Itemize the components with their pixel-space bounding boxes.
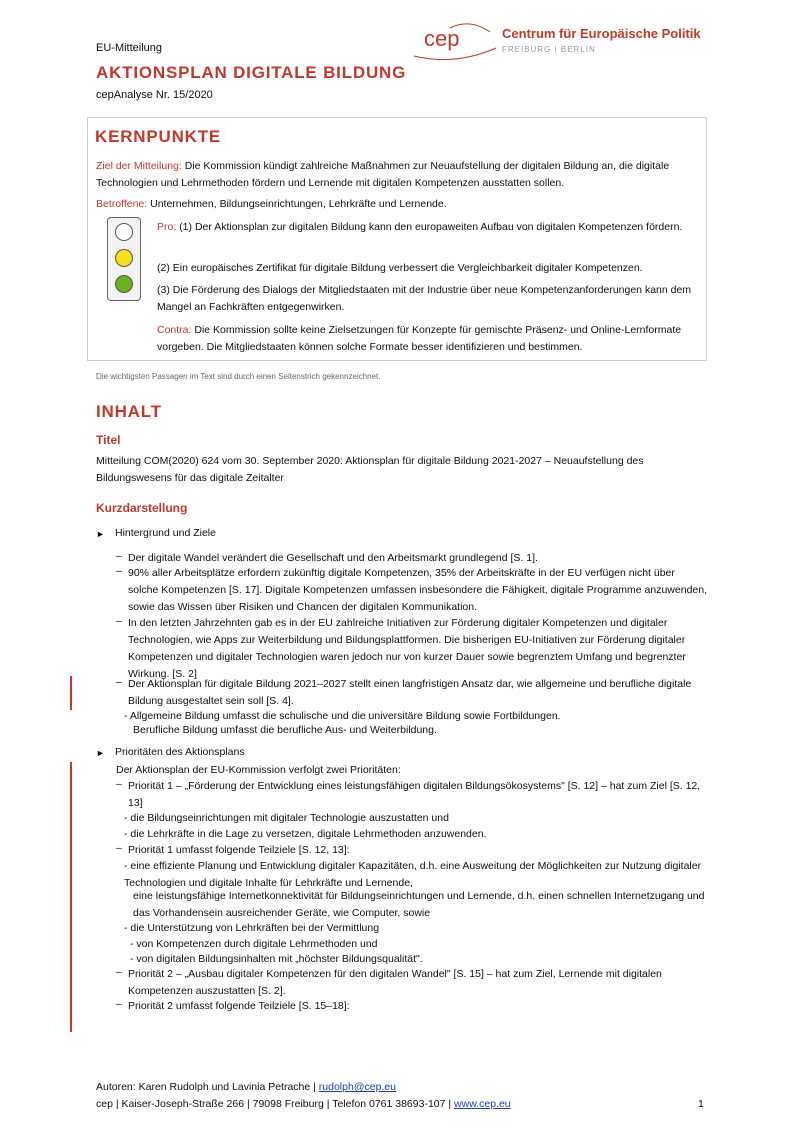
pro-1-text: (1) Der Aktionsplan zur digitalen Bildung kann den europaweiten Aufbau von digitalen Kompetenzen fördern. <box>179 221 683 233</box>
contra-text: Die Kommission sollte keine Zielsetzungen für Konzepte für gemischte Präsenz- und Online-Lernformate vorgeben. Die Mitgliedstaaten können solche Formate besser identifizieren und bestimmen. <box>157 324 682 353</box>
bullet-triangle-icon: ► <box>96 529 105 539</box>
list-item: Der Aktionsplan für digitale Bildung 2021–2027 stellt einen langfristigen Ansatz dar, wie allgemeine und berufliche digitale Bildung ausgestaltet sein soll [S. 4]. <box>128 678 692 707</box>
sub-item: Berufliche Bildung umfasst die berufliche Aus- und Weiterbildung. <box>133 724 437 736</box>
section-hintergrund-heading: Hintergrund und Ziele <box>115 527 216 539</box>
section-prioritaeten-heading: Prioritäten des Aktionsplans <box>115 746 245 758</box>
organization-name: Centrum für Europäische Politik <box>502 26 701 41</box>
sub-item: - die Bildungseinrichtungen mit digitaler Technologie auszustatten und <box>124 812 449 824</box>
kernpunkte-betroffene <box>96 196 696 213</box>
contra-label: Contra: <box>157 324 192 336</box>
prioritaeten-intro: Der Aktionsplan der EU-Kommission verfolgt zwei Prioritäten: <box>116 764 401 776</box>
traffic-light-icon <box>107 217 141 301</box>
footnote: Die wichtigsten Passagen im Text sind durch einen Seitenstrich gekennzeichnet. <box>96 372 381 381</box>
cep-logo-mark <box>410 18 500 63</box>
cep-logo-text: cep <box>424 26 460 51</box>
organization-locations: FREIBURG | BERLIN <box>502 45 596 54</box>
pro-point-2: (2) Ein europäisches Zertifikat für digitale Bildung verbessert die Vergleichbarkeit digitaler Kompetenzen. <box>157 262 643 274</box>
document-title: AKTIONSPLAN DIGITALE BILDUNG <box>96 63 407 82</box>
list-item: In den letzten Jahrzehnten gab es in der EU zahlreiche Initiativen zur Förderung digitaler Kompetenzen und digitaler Technologien, wie Apps zur Weiterbildung und Bildungsplattformen. Die bisherigen EU-Initiativen zur Förderung digitaler Kompetenzen und digitaler Technologien waren jedoch nur von kurzer Dauer sowie begrenztem Umfang und begrenzter Wirkung. [S. 2] <box>128 617 686 680</box>
contra-point <box>157 322 702 356</box>
sub-sub-item: - von Kompetenzen durch digitale Lehrmethoden und <box>130 938 378 950</box>
footer-contact <box>96 1098 511 1110</box>
list-item: Priorität 2 umfasst folgende Teilziele [S. 15–18]: <box>128 1000 350 1012</box>
bullet-triangle-icon: ► <box>96 748 105 758</box>
dash-icon: – <box>116 842 122 854</box>
important-passage-marker <box>70 762 72 1032</box>
sub-item: - Allgemeine Bildung umfasst die schulische und die universitäre Bildung sowie Fortbildungen. <box>124 710 561 722</box>
betroffene-text: Unternehmen, Bildungseinrichtungen, Lehrkräfte und Lernende. <box>150 198 447 210</box>
sub-item: - die Lehrkräfte in die Lage zu versetzen, digitale Lehrmethoden anzuwenden. <box>124 828 487 840</box>
list-item: Priorität 1 – „Förderung der Entwicklung eines leistungsfähigen digitalen Bildungsökosystems" [S. 12] – hat zum Ziel [S. 12, 13] <box>128 780 701 809</box>
dash-icon: – <box>116 565 122 577</box>
sub-item: - die Unterstützung von Lehrkräften bei der Vermittlung <box>124 922 380 934</box>
pro-point-3: (3) Die Förderung des Dialogs der Mitgliedstaaten mit der Industrie über neue Kompetenzanforderungen kann dem Mangel an Fachkräften entgegenwirken. <box>157 284 692 313</box>
traffic-light-bottom <box>115 275 133 293</box>
email-link[interactable]: rudolph@cep.eu <box>318 1081 397 1093</box>
list-item: Priorität 2 – „Ausbau digitaler Kompetenzen für den digitalen Wandel" [S. 15] – hat zum Ziel, Lernende mit digitalen Kompetenzen auszustatten [S. 2]. <box>128 968 662 997</box>
dash-icon: – <box>116 550 122 562</box>
sub-sub-item: - von digitalen Bildungsinhalten mit „höchster Bildungsqualität". <box>130 953 423 965</box>
analysis-number: cepAnalyse Nr. 15/2020 <box>96 89 213 101</box>
ziel-label: Ziel der Mitteilung: <box>96 160 182 172</box>
footer-authors <box>96 1081 396 1093</box>
authors-text: Autoren: Karen Rudolph und Lavinia Petrache | <box>96 1081 316 1093</box>
important-passage-marker <box>70 676 72 710</box>
traffic-light-top <box>115 223 133 241</box>
contact-text: cep | Kaiser-Joseph-Straße 266 | 79098 Freiburg | Telefon 0761 38693-107 | <box>96 1098 452 1110</box>
list-item: 90% aller Arbeitsplätze erfordern zukünftig digitale Kompetenzen, 35% der Arbeitskräfte in der EU verfügen nicht über solche Kompetenzen [S. 17]. Digitale Kompetenzen umfassen insbesondere die Fähigkeit, digitale Programme anzuwenden, sowie das Wissen über Risiken und Chancen der digitalen Kommunikation. <box>128 567 708 613</box>
sub-item: eine leistungsfähige Internetkonnektivität für Bildungseinrichtungen und Lernende, d.h. einen schnellen Internetzugang und das Vorhandensein ausreichender Geräte, wie Computer, sowie <box>133 890 705 919</box>
cep-logo <box>410 18 710 63</box>
traffic-light-middle <box>115 249 133 267</box>
kernpunkte-ziel <box>96 158 696 192</box>
dash-icon: – <box>116 966 122 978</box>
dash-icon: – <box>116 676 122 688</box>
inhalt-title: INHALT <box>96 402 162 421</box>
pro-point-1 <box>157 219 702 236</box>
sub-item: - eine effiziente Planung und Entwicklung digitaler Kapazitäten, d.h. eine Ausweitung der Möglichkeiten zur Nutzung digitaler Technologien und digitale Inhalte für Lehrkräfte und Lernende, <box>124 860 702 889</box>
document-type: EU-Mitteilung <box>96 42 163 54</box>
website-link[interactable]: www.cep.eu <box>454 1098 511 1110</box>
pro-label: Pro: <box>157 221 177 233</box>
titel-text: Mitteilung COM(2020) 624 vom 30. September 2020: Aktionsplan für digitale Bildung 2021-2027 – Neuaufstellung des Bildungswesens für das digitale Zeitalter <box>96 455 644 484</box>
titel-heading: Titel <box>96 433 121 447</box>
list-item: Der digitale Wandel verändert die Gesellschaft und den Arbeitsmarkt grundlegend [S. 1]. <box>128 552 538 564</box>
betroffene-label: Betroffene: <box>96 198 148 210</box>
kernpunkte-title: KERNPUNKTE <box>95 127 222 146</box>
page-number: 1 <box>698 1098 704 1110</box>
ziel-text: Die Kommission kündigt zahlreiche Maßnahmen zur Neuaufstellung der digitalen Bildung an, die digitale Technologien und Lehrmethoden fördern und Lernende mit digitalen Kompetenzen ausstatten sollen. <box>96 160 670 189</box>
dash-icon: – <box>116 998 122 1010</box>
kurzdarstellung-heading: Kurzdarstellung <box>96 501 188 515</box>
list-item: Priorität 1 umfasst folgende Teilziele [S. 12, 13]: <box>128 844 350 856</box>
dash-icon: – <box>116 615 122 627</box>
dash-icon: – <box>116 778 122 790</box>
